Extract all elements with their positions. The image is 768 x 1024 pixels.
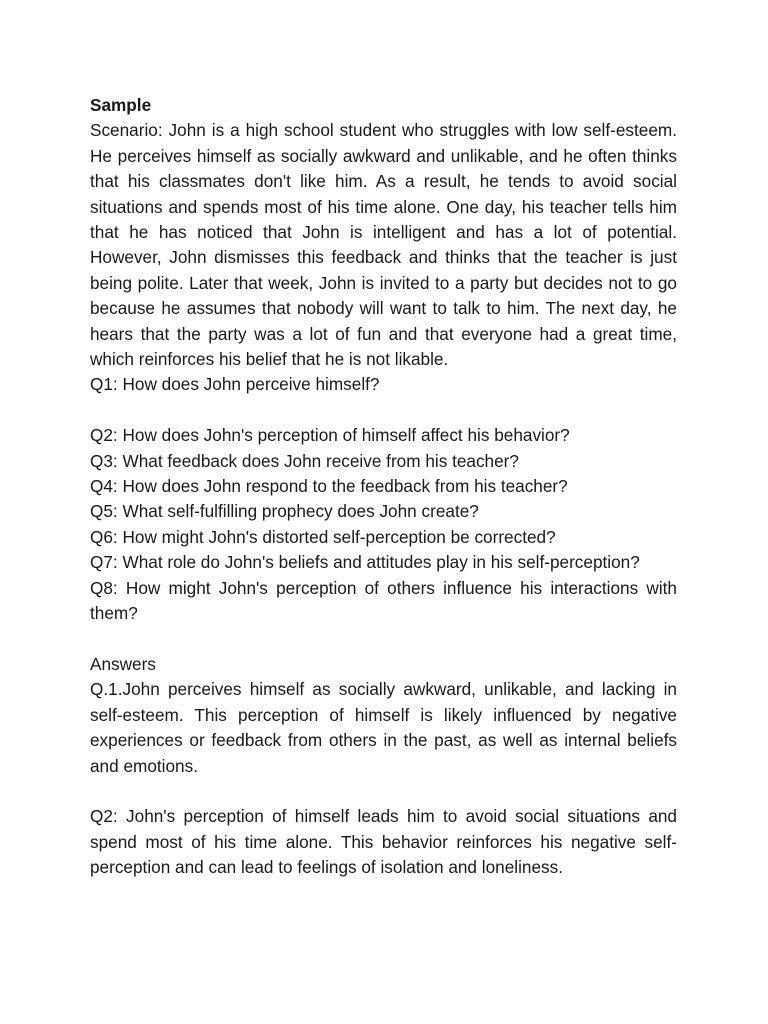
blank-line <box>90 627 677 652</box>
question-4: Q4: How does John respond to the feedback from his teacher? <box>90 476 568 497</box>
document-title: Sample <box>90 95 152 115</box>
question-5: Q5: What self-fulfilling prophecy does John create? <box>90 501 479 522</box>
question-7: Q7: What role do John's beliefs and attitudes play in his self-perception? <box>90 552 640 573</box>
question-1: Q1: How does John perceive himself? <box>90 374 380 395</box>
blank-line <box>90 779 677 804</box>
question-8: Q8: How might John's perception of others influence his interactions with them? <box>90 577 677 624</box>
answer-1: Q.1.John perceives himself as socially awkward, unlikable, and lacking in self-esteem. This perception of himself is likely influenced by negative experiences or feedback from others in the past, as well as internal beliefs and emotions. <box>90 679 677 776</box>
scenario-paragraph: Scenario: John is a high school student who struggles with low self-esteem. He perceives himself as socially awkward and unlikable, and he often thinks that his classmates don't like him. As a result, he tends to avoid social situations and spends most of his time alone. One day, his teacher tells him that he has noticed that John is intelligent and has a lot of potential. However, John dismisses this feedback and thinks that the teacher is just being polite. Later that week, John is invited to a party but decides not to go because he assumes that nobody will want to talk to him. The next day, he hears that the party was a lot of fun and that everyone had a great time, which reinforces his belief that he is not likable. <box>90 120 677 370</box>
answer-2: Q2: John's perception of himself leads him to avoid social situations and spend most of his time alone. This behavior reinforces his negative self-perception and can lead to feelings of isolation and loneliness. <box>90 806 677 878</box>
question-3: Q3: What feedback does John receive from his teacher? <box>90 450 519 471</box>
document-page <box>90 93 677 881</box>
question-6: Q6: How might John's distorted self-perception be corrected? <box>90 526 556 547</box>
answers-heading: Answers <box>90 653 156 674</box>
blank-line <box>90 398 677 423</box>
question-2: Q2: How does John's perception of himself affect his behavior? <box>90 425 570 446</box>
